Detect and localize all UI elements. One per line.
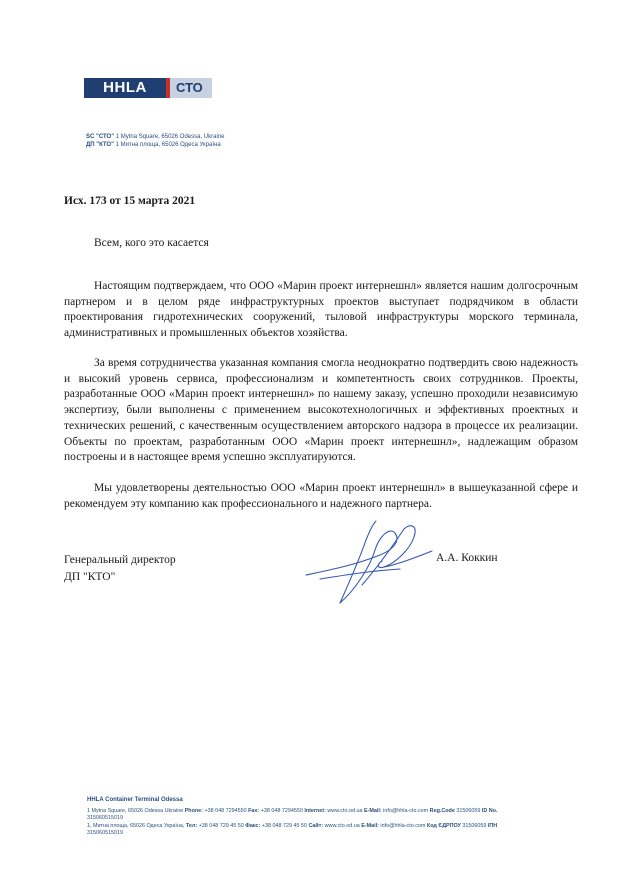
header-address-line-2: ДП "КТО" 1 Митна площа, 65026 Одеса Україна xyxy=(86,142,221,148)
handwritten-signature xyxy=(300,515,440,610)
letter-greeting: Всем, кого это касается xyxy=(94,237,209,249)
signer-title: Генеральный директор ДП "КТО" xyxy=(64,554,176,583)
footer-line-en: 1 Mytna Square, 65026 Odessa Ukraine Phone: +38 048 7294550 Fax: +38 048 7294550 Internet: www.cto.od.ua E-Mail: info@hhla-cto.com Reg.Code 31506059 ID No. 315060515019 xyxy=(87,807,498,822)
logo-hhla-text: HHLA xyxy=(84,78,166,98)
letter-paragraph-1: Настоящим подтверждаем, что ООО «Марин проект интернешнл» является нашим долгосрочным партнером и в целом ряде инфраструктурных проектов выступает подрядчиком в области проектирования гидротехнических сооружений, тыловой инфраструктуры морского терминала, административных и промышленных объектов хозяйства. xyxy=(64,280,578,340)
header-address-line-1: SC "СТО" 1 Mytna Square, 65026 Odessa, Ukraine xyxy=(86,134,225,140)
company-logo xyxy=(84,78,212,98)
logo-cto-text: СТО xyxy=(170,78,212,98)
letter-paragraph-3: Мы удовлетворены деятельностью ООО «Марин проект интернешнл» в вышеуказанной сфере и рекомендуем эту компанию как профессионального и надежного партнера. xyxy=(64,482,578,510)
footer-line-ua: 1, Митна площа, 65026 Одеса Україна, Тел: +38 048 729 45 50 Факс: +38 048 729 45 50 Сайт: www.cto.od.ua E-Mail: info@hhla-cto.com Код ЄДРПОУ 31506059 ІПН 315060515019 xyxy=(87,822,498,837)
page-footer xyxy=(87,797,607,838)
letter-reference: Исх. 173 от 15 марта 2021 xyxy=(64,195,196,207)
footer-heading: HHLA Container Terminal Odessa xyxy=(87,797,183,803)
signer-name: А.А. Коккин xyxy=(436,552,498,564)
letter-paragraph-2: За время сотрудничества указанная компания смогла неоднократно подтвердить свою надежность и высокий уровень сервиса, профессионализм и компетентность своих сотрудников. Проекты, разработанные ООО «Марин проект интернешнл» по нашему заказу, успешно проходили независимую экспертизу, были выполнены с применением высокотехнологичных и эффективных проектных и технических решений, с качественным осуществлением авторского надзора в процессе их реализации. Объекты по проектам, разработанным ООО «Марин проект интернешнл», надлежащим образом построены и в настоящее время успешно эксплуатируются. xyxy=(64,357,578,464)
